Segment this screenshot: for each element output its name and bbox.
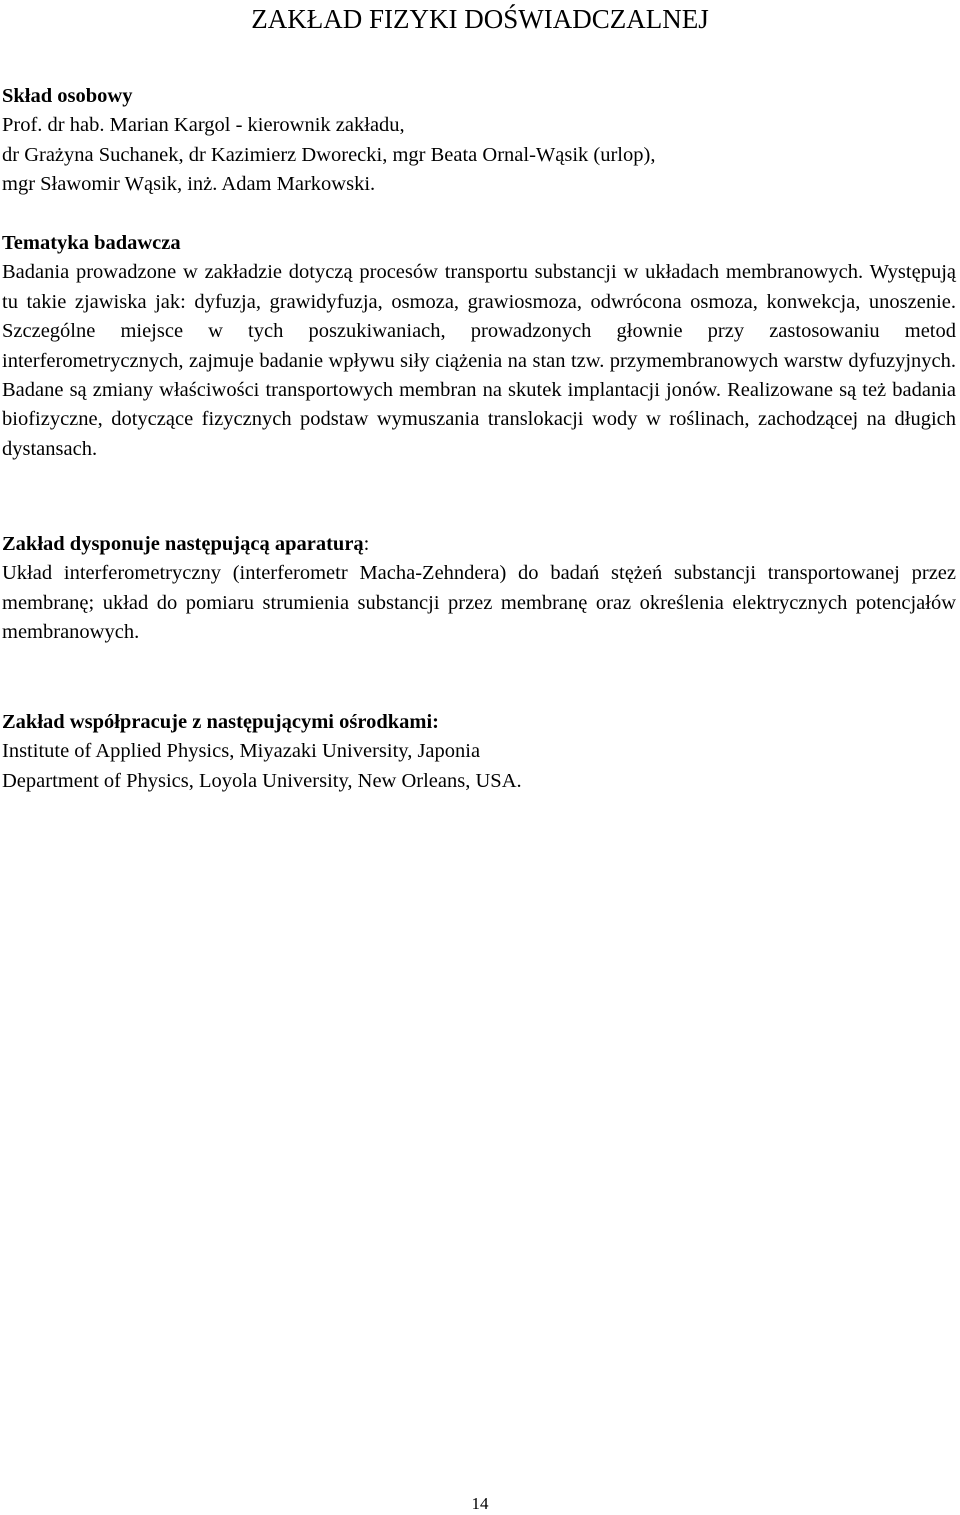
cooperation-heading: Zakład współpracuje z następującymi ośrodkami: xyxy=(2,711,439,733)
cooperation-partner: Department of Physics, Loyola University, New Orleans, USA. xyxy=(2,769,522,792)
staff-heading: Skład osobowy xyxy=(2,85,133,107)
equipment-heading-line xyxy=(2,530,956,559)
equipment-paragraph: Układ interferometryczny (interferometr Macha-Zehndera) do badań stężeń substancji transportowanej przez membranę; układ do pomiaru strumienia substancji przez membranę oraz określenia elektrycznych potencjałów membranowych. xyxy=(2,562,956,644)
research-heading: Tematyka badawcza xyxy=(2,232,181,254)
staff-line: dr Grażyna Suchanek, dr Kazimierz Dworecki, mgr Beata Ornal-Wąsik (urlop), xyxy=(2,143,656,166)
research-paragraph: Badania prowadzone w zakładzie dotyczą procesów transportu substancji w układach membranowych. Występują tu takie zjawiska jak: dyfuzja, grawidyfuzja, osmoza, grawiosmoza, odwrócona osmoza, konwekcja, unoszenie. Szczególne miejsce w tych poszukiwaniach, prowadzonych głownie przy zastosowaniu metod interferometrycznych, zajmuje badanie wpływu siły ciążenia na stan tzw. przymembranowych warstw dyfuzyjnych. Badane są zmiany właściwości transportowych membran na skutek implantacji jonów. Realizowane są też badania biofizyczne, dotyczące fizycznych podstaw wymuszania translokacji wody w roślinach, zachodzącej na długich dystansach. xyxy=(2,261,956,460)
cooperation-partner: Institute of Applied Physics, Miyazaki University, Japonia xyxy=(2,740,481,763)
staff-line: Prof. dr hab. Marian Kargol - kierownik zakładu, xyxy=(2,114,405,137)
equipment-heading: Zakład dysponuje następującą aparaturą xyxy=(2,533,364,555)
page-number: 14 xyxy=(471,1494,489,1513)
page-title: ZAKŁAD FIZYKI DOŚWIADCZALNEJ xyxy=(251,4,709,34)
equipment-heading-colon: : xyxy=(363,533,370,555)
equipment-section xyxy=(2,530,956,648)
research-section xyxy=(2,229,956,464)
staff-line: mgr Sławomir Wąsik, inż. Adam Markowski. xyxy=(2,173,376,196)
cooperation-section xyxy=(2,708,956,796)
staff-section xyxy=(2,82,956,200)
